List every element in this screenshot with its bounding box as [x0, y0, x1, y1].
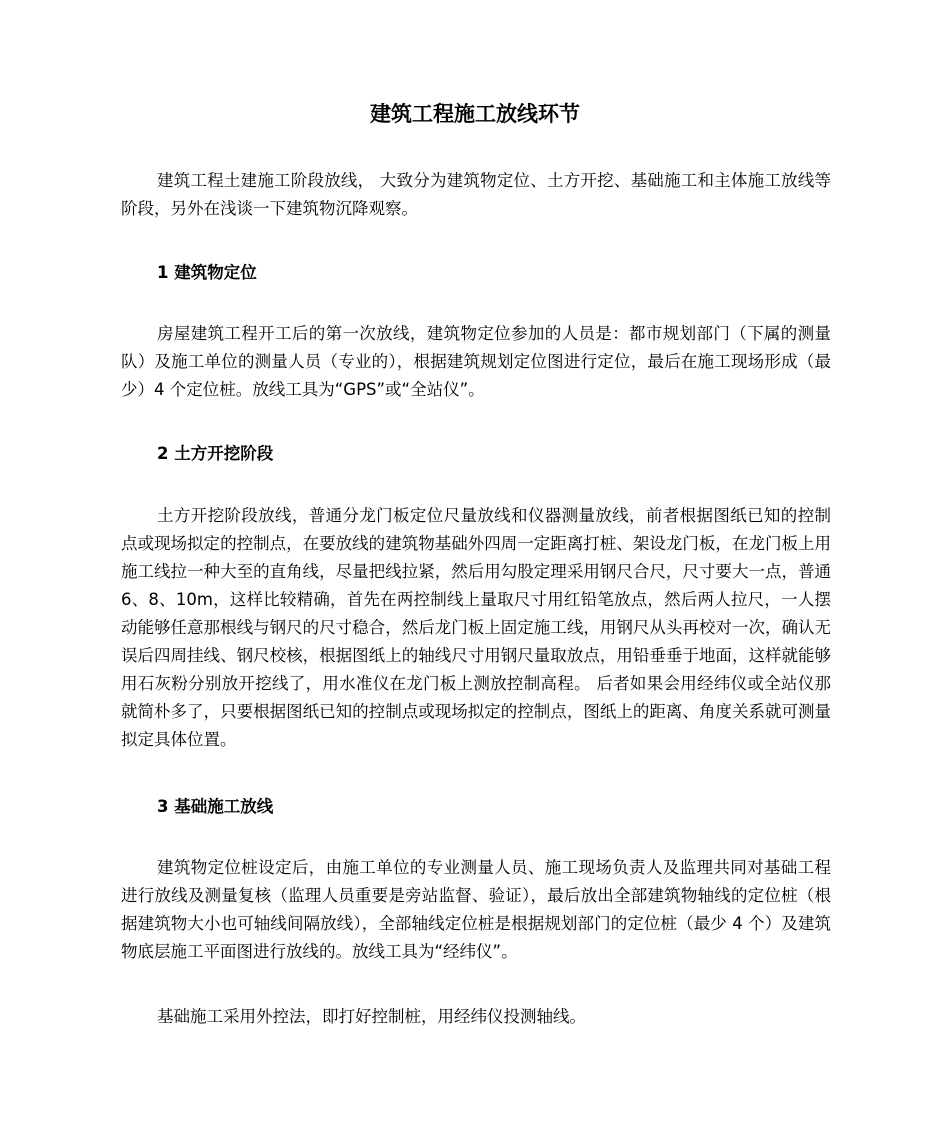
document-title: 建筑工程施工放线环节 — [370, 102, 580, 126]
intro-paragraph: 建筑工程土建施工阶段放线， 大致分为建筑物定位、土方开挖、基础施工和主体施工放线等阶段，另外在浅谈一下建筑物沉降观察。 — [121, 171, 831, 218]
section-3-heading: 3 基础施工放线 — [157, 797, 274, 816]
section-1-heading: 1 建筑物定位 — [157, 263, 257, 282]
section-2-paragraph: 土方开挖阶段放线，普通分龙门板定位尺量放线和仪器测量放线，前者根据图纸已知的控制点或现场拟定的控制点，在要放线的建筑物基础外四周一定距离打桩、架设龙门板，在龙门板上用施工线拉一种大至的直角线，尽量把线拉紧，然后用勾股定理采用钢尺合尺，尺寸要大一点，普通 6、8、10m，这样比较精确，首先在两控制线上量取尺寸用红铅笔放点，然后两人拉尺，一人摆动能够任意那根线与钢尺的尺寸稳合，然后龙门板上固定施工线，用钢尺从头再校对一次，确认无误后四周挂线、钢尺校核，根据图纸上的轴线尺寸用钢尺量取放点，用铅垂垂于地面，这样就能够用石灰粉分别放开挖线了，用水准仪在龙门板上测放控制高程。 后者如果会用经纬仪或全站仪那就简朴多了，只要根据图纸已知的控制点或现场拟定的控制点，图纸上的距离、角度关系就可测量拟定具体位置。 — [121, 506, 831, 749]
section-3-paragraph-2: 基础施工采用外控法，即打好控制桩，用经纬仪投测轴线。 — [157, 1007, 586, 1026]
section-1-paragraph: 房屋建筑工程开工后的第一次放线，建筑物定位参加的人员是：都市规划部门（下属的测量队）及施工单位的测量人员（专业的），根据建筑规划定位图进行定位，最后在施工现场形成（最少）4 个定位桩。放线工具为“GPS”或“全站仪”。 — [121, 324, 831, 399]
section-2-heading: 2 土方开挖阶段 — [157, 444, 274, 463]
section-3-paragraph-1: 建筑物定位桩设定后，由施工单位的专业测量人员、施工现场负责人及监理共同对基础工程进行放线及测量复核（监理人员重要是旁站监督、验证），最后放出全部建筑物轴线的定位桩（根据建筑物大小也可轴线间隔放线），全部轴线定位桩是根据规划部门的定位桩（最少 4 个）及建筑物底层施工平面图进行放线的。放线工具为“经纬仪”。 — [121, 858, 831, 961]
